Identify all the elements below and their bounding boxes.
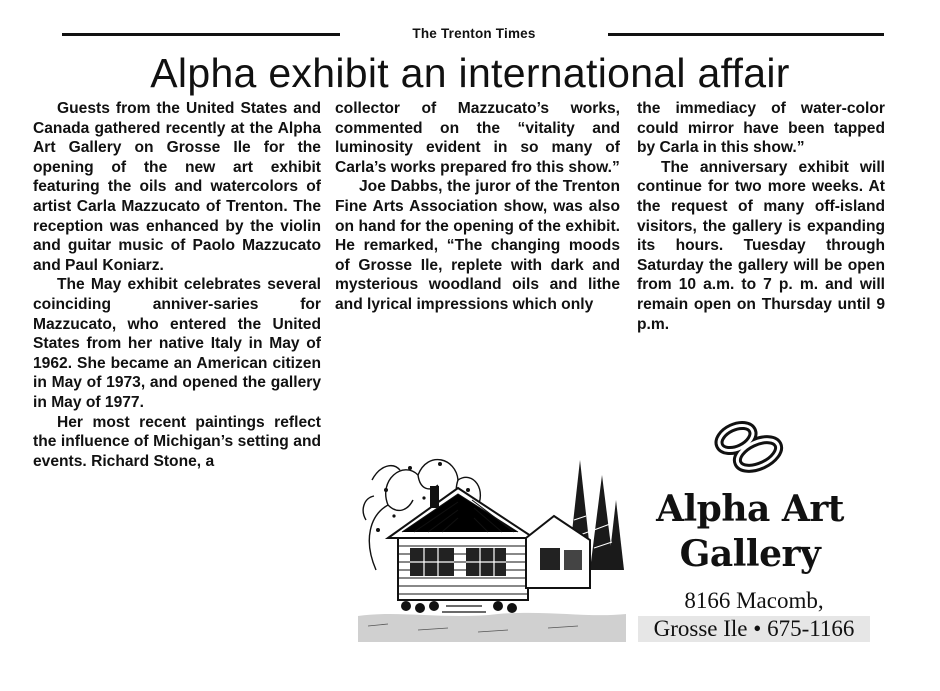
header-rule-right [608,33,884,36]
paragraph: Guests from the United States and Canada gathered recently at the Alpha Art Gallery on Grosse Ile for the opening of the new art exhibit featuring the oils and watercolors of artist Carla Mazzucato of Trenton. The reception was enhanced by the violin and guitar music of Paolo Mazzucato and Paul Koniarz. [33,100,321,274]
headline: Alpha exhibit an international affair [150,50,790,96]
gallery-name-line-1: Alpha Art [656,488,844,530]
newspaper-name: The Trenton Times [412,26,536,41]
gallery-advertisement [358,420,876,642]
paragraph: Joe Dabbs, the juror of the Trenton Fine Arts Association show, was also on hand for the opening of the exhibit. He remarked, “The changing moods of Grosse Ile, replete with dark and mysterious woodland oils and lithe and lyrical impressions which only [335,178,620,313]
article-column-1 [33,99,321,471]
gallery-address-street: 8166 Macomb, [684,588,824,613]
paragraph: The May exhibit celebrates several coinciding anniver-saries for Mazzucato, who entered the United States from her native Italy in May of 1962. She became an American citizen in May of 1973, and opened the gallery in May of 1977. [33,276,321,411]
article-column-2 [335,99,620,315]
gallery-name-line-2: Gallery [679,533,821,575]
paragraph: collector of Mazzucato’s works, commented on the “vitality and luminosity evident in so many of Carla’s works prepared fro this show.” [335,100,620,176]
article-column-3 [637,99,885,334]
paragraph: The anniversary exhibit will continue for two more weeks. At the request of many off-island visitors, the gallery is expanding its hours. Tuesday through Saturday the gallery will be open from 10 a.m. to 7 p. m. and will remain open on Thursday until 9 p.m. [637,158,885,333]
paragraph: the immediacy of water-color could mirror have been tapped by Carla in this show.” [637,100,885,157]
paragraph: Her most recent paintings reflect the influence of Michigan’s setting and events. Richard Stone, a [33,413,321,470]
header-rule-left [62,33,340,36]
gallery-address-city-phone: Grosse Ile • 675-1166 [638,616,870,642]
